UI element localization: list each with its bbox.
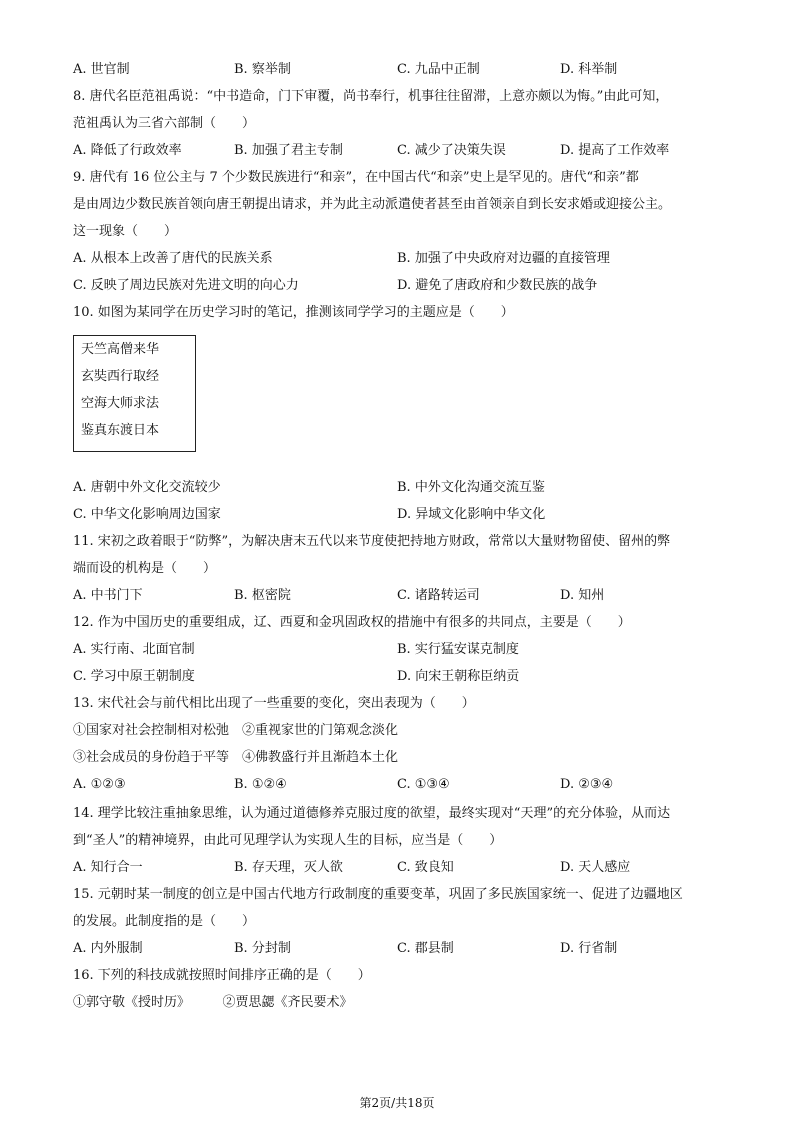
- q8-option-d: D. 提高了工作效率: [560, 143, 670, 158]
- q13-option-b: B. ①②④: [234, 777, 287, 792]
- q14-option-d: D. 天人感应: [560, 860, 631, 875]
- q14-option-b: B. 存天理，灭人欲: [234, 860, 343, 875]
- q12-option-d: D. 向宋王朝称臣纳贡: [397, 669, 520, 684]
- q11-option-d: D. 知州: [560, 588, 605, 603]
- q15-option-a: A. 内外服制: [73, 941, 143, 956]
- q8-stem-line2: 范祖禹认为三省六部制（ ）: [73, 116, 256, 131]
- q8-option-a: A. 降低了行政效率: [73, 143, 182, 158]
- q9-stem-line2: 是由周边少数民族首领向唐王朝提出请求，并为此主动派遣使者甚至由首领亲自到长安求婚或迎接公主。: [73, 197, 672, 212]
- q7-option-c: C. 九品中正制: [397, 62, 480, 77]
- q11-stem-line2: 端而设的机构是（ ）: [73, 561, 217, 576]
- q14-stem-line2: 到“圣人”的精神境界，由此可见理学认为实现人生的目标，应当是（ ）: [73, 833, 503, 848]
- q13-option-c: C. ①③④: [397, 777, 450, 792]
- q14-option-c: C. 致良知: [397, 860, 454, 875]
- q15-stem-line2: 的发展。此制度指的是（ ）: [73, 914, 256, 929]
- q13-stem-line3: ③社会成员的身份趋于平等 ④佛教盛行并且渐趋本土化: [73, 750, 399, 765]
- q10-option-b: B. 中外文化沟通交流互鉴: [397, 480, 545, 495]
- q10-note-3: 空海大师求法: [81, 396, 160, 411]
- q12-option-a: A. 实行南、北面官制: [73, 642, 195, 657]
- q13-option-d: D. ②③④: [560, 777, 614, 792]
- q13-option-a: A. ①②③: [73, 777, 126, 792]
- q15-option-b: B. 分封制: [234, 941, 291, 956]
- q7-option-a: A. 世官制: [73, 62, 130, 77]
- q12-stem-line1: 12. 作为中国历史的重要组成，辽、西夏和金巩固政权的措施中有很多的共同点，主要是（ ）: [73, 615, 631, 630]
- q7-option-b: B. 察举制: [234, 62, 291, 77]
- q11-stem-line1: 11. 宋初之政着眼于“防弊”，为解决唐末五代以来节度使把持地方财政，常常以大量财物留使、留州的弊: [73, 534, 671, 549]
- q15-option-d: D. 行省制: [560, 941, 618, 956]
- q7-option-d: D. 科举制: [560, 62, 618, 77]
- q12-option-c: C. 学习中原王朝制度: [73, 669, 195, 684]
- q12-option-b: B. 实行猛安谋克制度: [397, 642, 519, 657]
- q10-note-4: 鉴真东渡日本: [81, 423, 160, 438]
- q13-stem-line2: ①国家对社会控制相对松弛 ②重视家世的门第观念淡化: [73, 723, 399, 738]
- q9-option-d: D. 避免了唐政府和少数民族的战争: [397, 278, 598, 293]
- q14-stem-line1: 14. 理学比较注重抽象思维，认为通过道德修养克服过度的欲望，最终实现对“天理”的充分体验，从而达: [73, 806, 671, 821]
- q9-option-c: C. 反映了周边民族对先进文明的向心力: [73, 278, 299, 293]
- q10-notes-box: [73, 335, 196, 452]
- q10-note-2: 玄奘西行取经: [81, 369, 160, 384]
- q14-option-a: A. 知行合一: [73, 860, 143, 875]
- q16-stem-line1: 16. 下列的科技成就按照时间排序正确的是（ ）: [73, 968, 371, 983]
- q10-option-a: A. 唐朝中外文化交流较少: [73, 480, 221, 495]
- q11-option-c: C. 诸路转运司: [397, 588, 480, 603]
- q8-stem-line1: 8. 唐代名臣范祖禹说：“中书造命，门下审覆，尚书奉行，机事往往留滞，上意亦颇以为悔。”由此可知，: [73, 89, 669, 104]
- q8-option-c: C. 减少了决策失误: [397, 143, 506, 158]
- page-footer: 第2页/共18页: [359, 1096, 435, 1110]
- q9-stem-line3: 这一现象（ ）: [73, 224, 178, 239]
- q9-stem-line1: 9. 唐代有 16 位公主与 7 个少数民族进行“和亲”，在中国古代“和亲”史上是罕见的。唐代“和亲”都: [73, 170, 639, 185]
- q10-stem-line1: 10. 如图为某同学在历史学习时的笔记，推测该同学学习的主题应是（ ）: [73, 305, 514, 320]
- q11-option-a: A. 中书门下: [73, 588, 143, 603]
- q16-stem-line2: ①郭守敬《授时历》 ②贾思勰《齐民要术》: [73, 995, 353, 1010]
- q11-option-b: B. 枢密院: [234, 588, 291, 603]
- q8-option-b: B. 加强了君主专制: [234, 143, 343, 158]
- q9-option-a: A. 从根本上改善了唐代的民族关系: [73, 251, 273, 266]
- q15-option-c: C. 郡县制: [397, 941, 454, 956]
- q13-stem-line1: 13. 宋代社会与前代相比出现了一些重要的变化，突出表现为（ ）: [73, 696, 475, 711]
- q15-stem-line1: 15. 元朝时某一制度的创立是中国古代地方行政制度的重要变革，巩固了多民族国家统一、促进了边疆地区: [73, 887, 683, 902]
- q10-note-1: 天竺高僧来华: [81, 342, 160, 357]
- q10-option-d: D. 异域文化影响中华文化: [397, 507, 546, 522]
- q10-option-c: C. 中华文化影响周边国家: [73, 507, 221, 522]
- q9-option-b: B. 加强了中央政府对边疆的直接管理: [397, 251, 610, 266]
